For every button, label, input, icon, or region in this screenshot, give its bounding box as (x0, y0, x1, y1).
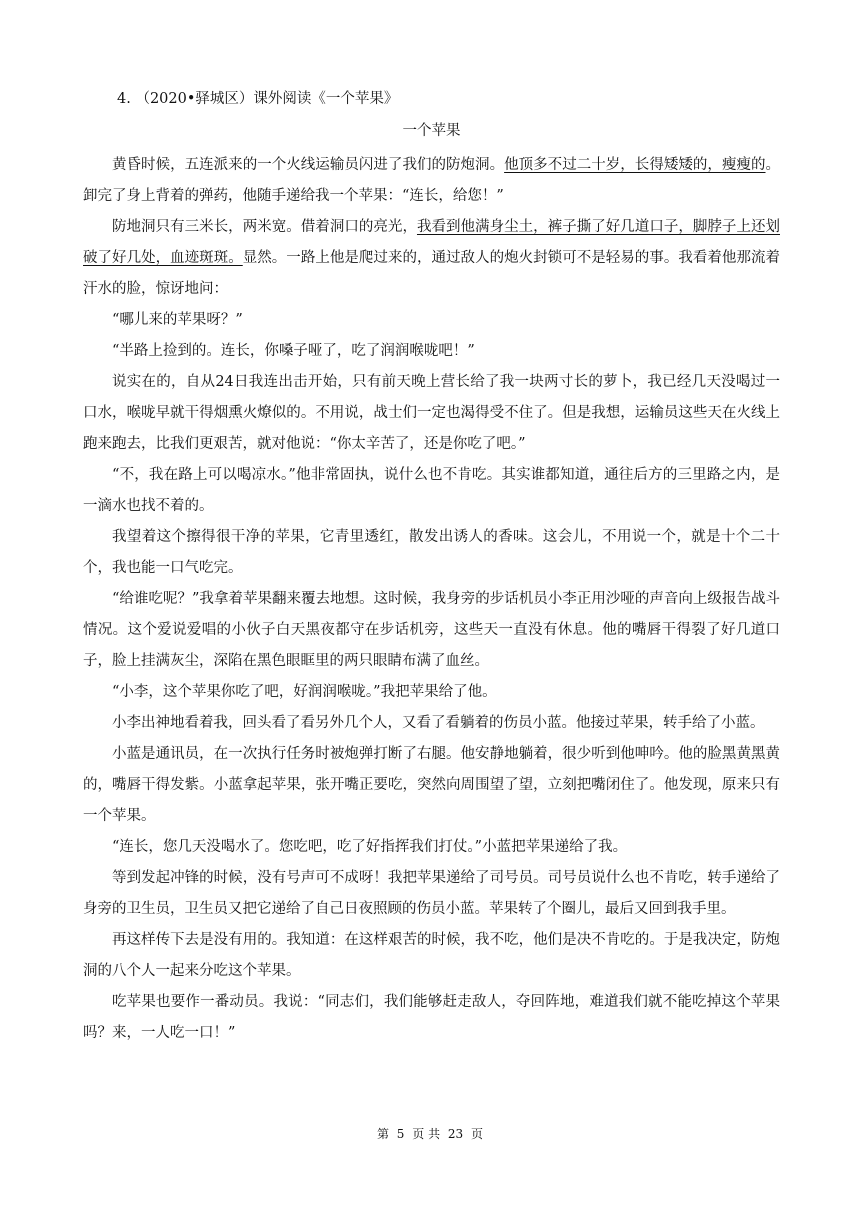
paragraph-text: 等到发起冲锋的时候，没有号声可不成呀！我把苹果递给了司号员。司号员说什么也不肯吃，转手递给了身旁的卫生员，卫生员又把它递给了自己日夜照顾的伤员小蓝。苹果转了个圈儿，最后又回到我手里。 (83, 870, 780, 917)
article-body (83, 150, 780, 1049)
paragraph-text: 再这样传下去是没有用的。我知道：在这样艰苦的时候，我不吃，他们是决不肯吃的。于是我决定，防炮洞的八个人一起来分吃这个苹果。 (83, 932, 780, 979)
paragraph-text: 防地洞只有三米长，两米宽。借着洞口的亮光， (112, 219, 417, 235)
article-paragraph (83, 305, 780, 336)
article-paragraph (83, 367, 780, 460)
article-paragraph (83, 150, 780, 212)
paragraph-text: “连长，您几天没喝水了。您吃吧，吃了好指挥我们打仗。”小蓝把苹果递给了我。 (112, 839, 628, 855)
paragraph-text: 小蓝是通讯员，在一次执行任务时被炮弹打断了右腿。他安静地躺着，很少听到他呻吟。他的脸黑黄黑黄的，嘴唇干得发紫。小蓝拿起苹果，张开嘴正要吃，突然向周围望了望，立刻把嘴闭住了。他发现，原来只有一个苹果。 (83, 746, 780, 824)
paragraph-text: “半路上捡到的。连长，你嗓子哑了，吃了润润喉咙吧！” (112, 343, 475, 359)
article-paragraph (83, 987, 780, 1049)
paragraph-text: 我望着这个擦得很干净的苹果，它青里透红，散发出诱人的香味。这会儿，不用说一个，就是十个二十个，我也能一口气吃完。 (83, 529, 780, 576)
footer-page-number: 5 (396, 1127, 405, 1141)
paragraph-text: “哪儿来的苹果呀？” (112, 312, 243, 328)
article-paragraph (83, 584, 780, 677)
article-paragraph (83, 708, 780, 739)
paragraph-text: 显然。一路上他是爬过来的，通过敌人的炮火封锁可不是轻易的事。我看着他那流着汗水的脸，惊讶地问： (83, 250, 780, 297)
article-paragraph (83, 522, 780, 584)
article-paragraph (83, 212, 780, 305)
question-source: （2020•驿城区）课外阅读《一个苹果》 (135, 91, 399, 107)
underlined-text: 我看到他满身尘土，裤子撕了好几道口子，脚脖子上还划破了好几处，血迹斑斑。 (83, 219, 780, 266)
article-title: 一个苹果 (402, 123, 461, 139)
paragraph-text: “小李，这个苹果你吃了吧，好润润喉咙。”我把苹果给了他。 (112, 684, 497, 700)
paragraph-text: 。卸完了身上背着的弹药，他随手递给我一个苹果：“连长，给您！” (83, 157, 781, 204)
paragraph-text: 黄昏时候，五连派来的一个火线运输员闪进了我们的防炮洞。 (112, 157, 505, 173)
paragraph-text: 吃苹果也要作一番动员。我说：“同志们，我们能够赶走敌人，夺回阵地，难道我们就不能吃掉这个苹果吗？来，一人吃一口！” (83, 994, 780, 1041)
footer-suffix: 页 (471, 1127, 484, 1141)
question-number: 4. (117, 91, 131, 107)
article-paragraph (83, 336, 780, 367)
article-paragraph (83, 863, 780, 925)
article-paragraph (83, 925, 780, 987)
question-header (117, 88, 780, 110)
paragraph-text: “给谁吃呢？”我拿着苹果翻来覆去地想。这时候，我身旁的步话机员小李正用沙哑的声音向上级报告战斗情况。这个爱说爱唱的小伙子白天黑夜都守在步话机旁，这些天一直没有休息。他的嘴唇干得裂了好几道口子，脸上挂满灰尘，深陷在黑色眼眶里的两只眼睛布满了血丝。 (83, 591, 780, 669)
article-paragraph (83, 739, 780, 832)
article-paragraph (83, 460, 780, 522)
paragraph-text: “不，我在路上可以喝凉水。”他非常固执，说什么也不肯吃。其实谁都知道，通往后方的三里路之内，是一滴水也找不着的。 (83, 467, 780, 514)
page-content (83, 88, 780, 1049)
article-paragraph (83, 832, 780, 863)
paragraph-text: 说实在的，自从24日我连出击开始，只有前天晚上营长给了我一块两寸长的萝卜，我已经几天没喝过一口水，喉咙早就干得烟熏火燎似的。不用说，战士们一定也渴得受不住了。但是我想，运输员这些天在火线上跑来跑去，比我们更艰苦，就对他说：“你太辛苦了，还是你吃了吧。” (83, 374, 780, 452)
article-paragraph (83, 677, 780, 708)
footer-middle: 页 共 (412, 1127, 441, 1141)
footer-prefix: 第 (376, 1127, 389, 1141)
underlined-text: 他顶多不过二十岁，长得矮矮的，瘦瘦的 (504, 157, 766, 173)
paragraph-text: 小李出神地看着我，回头看了看另外几个人，又看了看躺着的伤员小蓝。他接过苹果，转手给了小蓝。 (112, 715, 765, 731)
page-footer (0, 1126, 860, 1142)
footer-total-pages: 23 (447, 1127, 464, 1141)
